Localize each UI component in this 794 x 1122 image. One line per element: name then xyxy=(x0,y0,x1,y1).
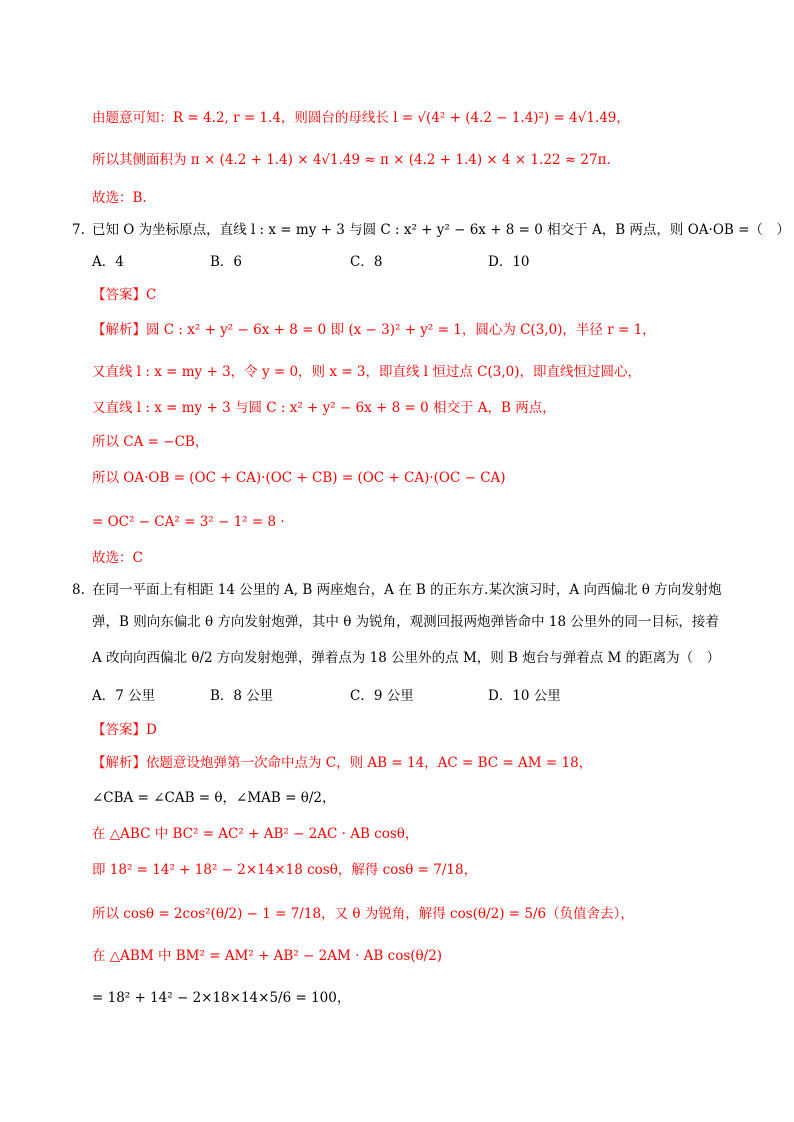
q8-analysis-4: 即 18² = 14² + 18² − 2×14×18 cosθ，解得 cosθ = 7/18， xyxy=(92,862,478,878)
q7-analysis-4: 所以 CA = −CB， xyxy=(92,434,209,450)
q7-option-b: B．6 xyxy=(210,254,243,270)
q7-analysis-3: 又直线 l : x = my + 3 与圆 C : x² + y² − 6x + 8 = 0 相交于 A，B 两点， xyxy=(92,400,556,416)
q8-analysis-3: 在 △ABC 中 BC² = AC² + AB² − 2AC · AB cosθ， xyxy=(92,826,419,842)
q7-option-a: A．4 xyxy=(92,254,124,270)
solution6-line1: 由题意可知：R = 4.2, r = 1.4，则圆台的母线长 l = √(4² + (4.2 − 1.4)²) = 4√1.49， xyxy=(92,110,630,126)
solution6-line2: 所以其侧面积为 π × (4.2 + 1.4) × 4√1.49 ≈ π × (4.2 + 1.4) × 4 × 1.22 ≈ 27π. xyxy=(92,152,611,168)
q8-stem-line1: 在同一平面上有相距 14 公里的 A, B 两座炮台，A 在 B 的正东方.某次演习时，A 向西偏北 θ 方向发射炮 xyxy=(92,582,722,598)
q8-option-d: D．10 公里 xyxy=(488,688,561,704)
q8-option-a: A．7 公里 xyxy=(92,688,156,704)
q8-answer: 【答案】D xyxy=(92,722,157,738)
q8-stem-line3: A 改向向西偏北 θ/2 方向发射炮弹，弹着点为 18 公里外的点 M，则 B 炮台与弹着点 M 的距离为（ ） xyxy=(92,650,721,666)
solution6-line3: 故选：B. xyxy=(92,190,147,206)
q8-analysis-6: 在 △ABM 中 BM² = AM² + AB² − 2AM · AB cos(θ/2) xyxy=(92,948,443,964)
q8-analysis-1: 【解析】依题意设炮弹第一次命中点为 C，则 AB = 14，AC = BC = AM = 18， xyxy=(92,755,593,771)
q7-number: 7. xyxy=(72,222,85,238)
q7-answer: 【答案】C xyxy=(92,287,157,303)
q7-analysis-6: = OC² − CA² = 3² − 1² = 8 · xyxy=(92,514,285,530)
q7-option-c: C．8 xyxy=(350,254,383,270)
q8-stem-line2: 弹，B 则向东偏北 θ 方向发射炮弹，其中 θ 为锐角，观测回报两炮弹皆命中 18 公里外的同一目标，接着 xyxy=(92,614,719,630)
q8-analysis-2: ∠CBA = ∠CAB = θ，∠MAB = θ/2， xyxy=(92,790,336,806)
q8-option-b: B．8 公里 xyxy=(210,688,274,704)
q7-stem: 已知 O 为坐标原点，直线 l : x = my + 3 与圆 C : x² + y² − 6x + 8 = 0 相交于 A，B 两点，则 OA·OB =（ ） xyxy=(92,222,790,238)
q7-analysis-1: 【解析】圆 C : x² + y² − 6x + 8 = 0 即 (x − 3)² + y² = 1，圆心为 C(3,0)，半径 r = 1， xyxy=(92,322,656,338)
q7-option-d: D．10 xyxy=(488,254,530,270)
q7-analysis-7: 故选：C xyxy=(92,550,143,566)
q8-option-c: C．9 公里 xyxy=(350,688,414,704)
q7-analysis-2: 又直线 l : x = my + 3，令 y = 0，则 x = 3，即直线 l 恒过点 C(3,0)，即直线恒过圆心， xyxy=(92,364,641,380)
q8-number: 8. xyxy=(72,582,85,598)
q8-analysis-7: = 18² + 14² − 2×18×14×5/6 = 100， xyxy=(92,990,351,1006)
q7-analysis-5: 所以 OA·OB = (OC + CA)·(OC + CB) = (OC + CA)·(OC − CA) xyxy=(92,470,506,486)
q8-analysis-5: 所以 cosθ = 2cos²(θ/2) − 1 = 7/18，又 θ 为锐角，解得 cos(θ/2) = 5/6（负值舍去）， xyxy=(92,906,634,922)
